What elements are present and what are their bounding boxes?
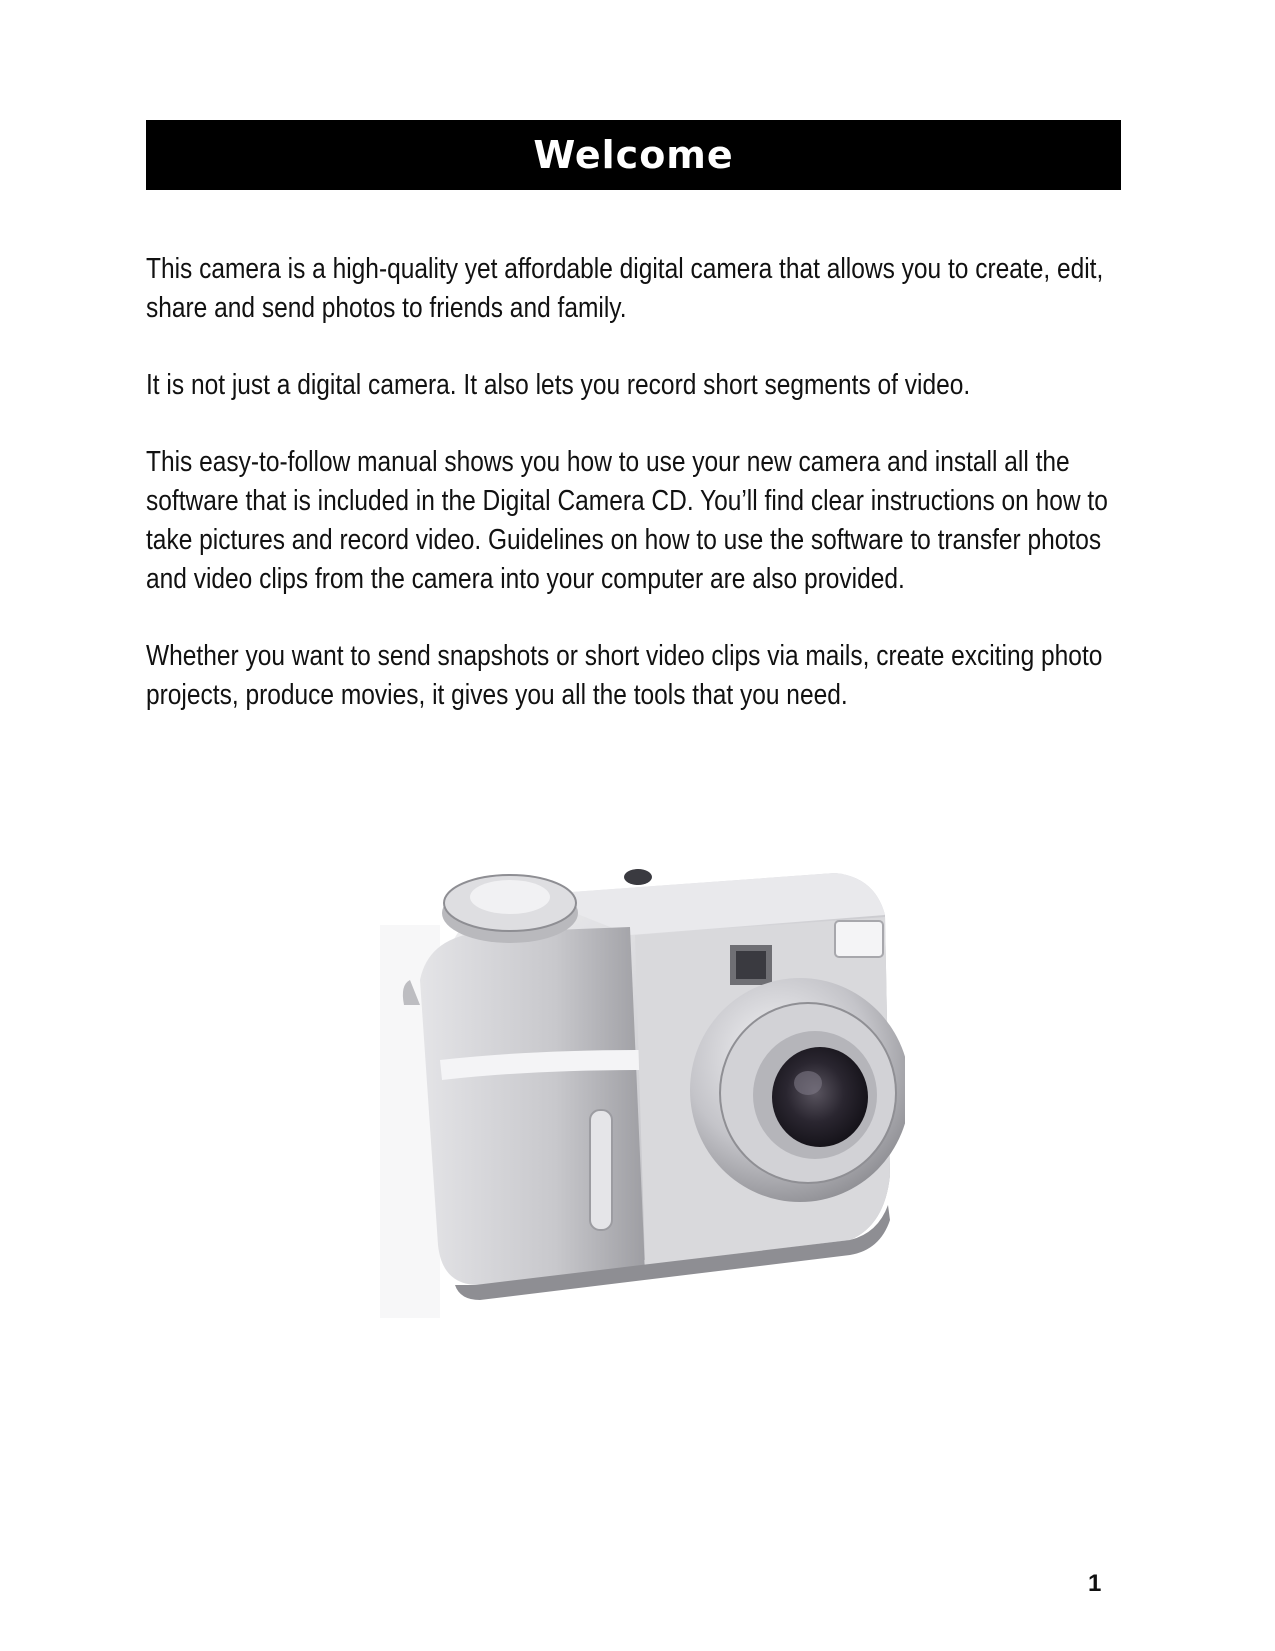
title-bar [146, 120, 1121, 190]
paragraph-intro: This camera is a high-quality yet affordable digital camera that allows you to create, edit, share and send photos to friends and family. [146, 253, 1104, 324]
paragraph-manual: This easy-to-follow manual shows you how to use your new camera and install all the software that is included in the Digital Camera CD. You’ll find clear instructions on how to take pictures and record video. Guidelines on how to use the software to transfer photos and video clips from the camera into your computer are also provided. [146, 446, 1108, 595]
page-title: Welcome [533, 133, 734, 177]
page-number: 1 [1088, 1570, 1102, 1597]
camera-illustration [380, 855, 905, 1318]
paragraph-tools: Whether you want to send snapshots or short video clips via mails, create exciting photo projects, produce movies, it gives you all the tools that you need. [146, 640, 1103, 711]
body-text [146, 250, 1131, 753]
paragraph-video: It is not just a digital camera. It also lets you record short segments of video. [146, 369, 971, 401]
camera-photo [380, 855, 905, 1318]
